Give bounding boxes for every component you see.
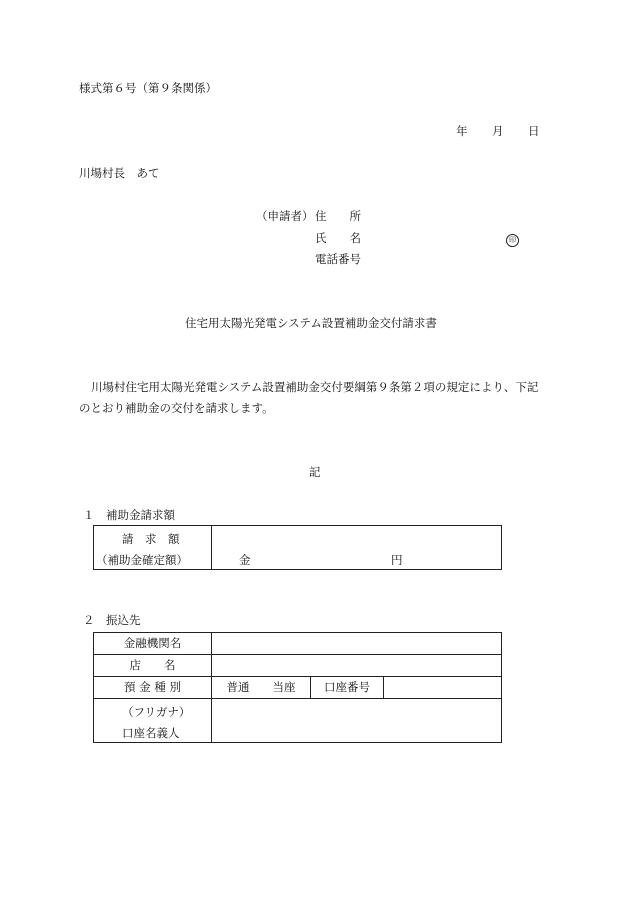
confirmed-amount-label: （補助金確定額） — [96, 553, 188, 567]
account-holder-label: 口座名義人 — [122, 726, 180, 740]
account-holder-field[interactable] — [212, 699, 502, 743]
branch-name-field[interactable] — [212, 655, 502, 677]
account-type-label: 預 金 種 別 — [124, 679, 181, 694]
account-type-label-cell — [94, 677, 212, 699]
currency-suffix: 円 — [391, 553, 403, 567]
account-number-label-cell — [311, 677, 384, 699]
date-month-label: 月 — [492, 124, 504, 138]
furigana-label: （フリガナ） — [122, 705, 191, 719]
body-line-2: のとおり補助金の交付を請求します。 — [79, 401, 274, 415]
account-type-options: 普通 当座 — [226, 679, 296, 694]
account-holder-label-cell — [94, 699, 212, 743]
form-number: 様式第６号（第９条関係） — [79, 81, 217, 95]
body-line-1: 川場村住宅用太陽光発電システム設置補助金交付要綱第９条第２項の規定により、下記 — [91, 380, 539, 394]
claim-amount-table — [93, 525, 502, 570]
account-type-options-cell[interactable] — [212, 677, 311, 699]
currency-prefix: 金 — [239, 553, 251, 567]
seal-mark: 印 — [506, 234, 519, 247]
bank-name-field[interactable] — [212, 633, 502, 655]
branch-name-label-cell — [94, 655, 212, 677]
claim-amount-label: 請 求 額 — [122, 532, 180, 546]
claim-amount-label-cell — [94, 526, 212, 570]
applicant-phone-label: 電話番号 — [315, 252, 361, 266]
date-year-label: 年 — [456, 124, 468, 138]
bank-account-table — [93, 632, 502, 743]
branch-name-label: 店 名 — [129, 657, 176, 672]
bank-name-label: 金融機関名 — [123, 635, 182, 650]
applicant-name-label: 氏 名 — [315, 231, 361, 245]
section2-heading: ２ 振込先 — [83, 613, 141, 627]
date-day-label: 日 — [528, 124, 540, 138]
applicant-address-label: 住 所 — [315, 209, 361, 223]
applicant-role: （申請者） — [256, 209, 314, 223]
ki-heading: 記 — [309, 465, 321, 479]
account-number-field[interactable] — [384, 677, 502, 699]
account-number-label: 口座番号 — [324, 679, 370, 694]
seal-icon — [506, 233, 519, 247]
addressee: 川場村長 あて — [79, 166, 160, 180]
claim-amount-value-cell[interactable] — [212, 526, 502, 570]
document-title: 住宅用太陽光発電システム設置補助金交付請求書 — [185, 316, 437, 330]
bank-name-label-cell — [94, 633, 212, 655]
section1-heading: １ 補助金請求額 — [83, 508, 175, 522]
